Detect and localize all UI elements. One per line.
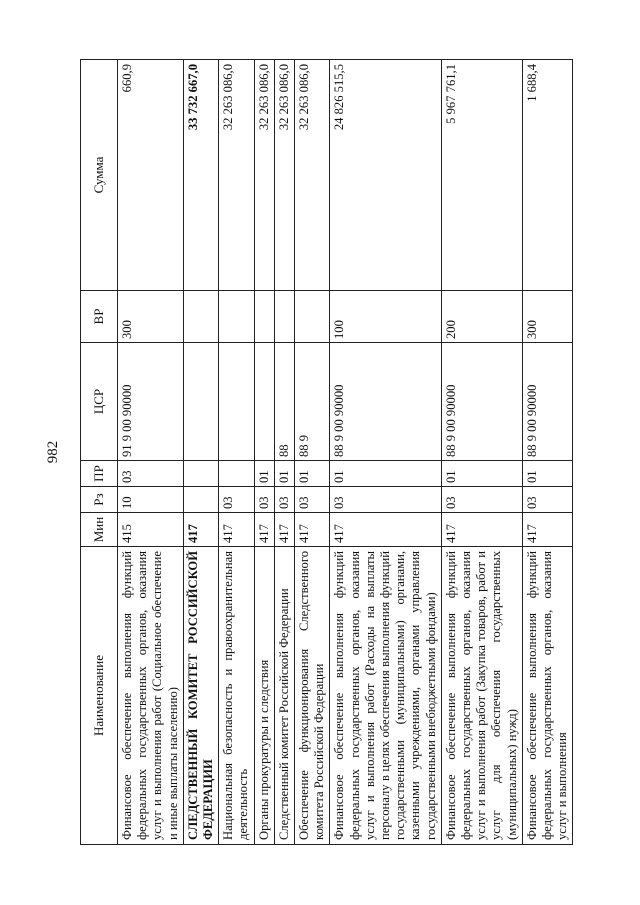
table-row (183, 60, 218, 845)
cell-sum: 32 263 086,0 (219, 60, 254, 291)
cell-vr: 300 (118, 291, 184, 343)
cell-vr (274, 291, 294, 343)
cell-pr (219, 461, 254, 487)
cell-sum: 32 263 086,0 (254, 60, 274, 291)
cell-rz: 03 (295, 487, 330, 513)
cell-min: 417 (330, 513, 441, 547)
cell-sum: 33 732 667,0 (183, 60, 218, 291)
cell-vr: 100 (330, 291, 441, 343)
table-row (295, 60, 330, 845)
cell-name: Следственный комитет Российской Федерации (274, 547, 294, 845)
cell-sum: 32 263 086,0 (274, 60, 294, 291)
table-row (254, 60, 274, 845)
cell-rz: 03 (330, 487, 441, 513)
table-row (118, 60, 184, 845)
cell-csr: 88 9 00 90000 (522, 343, 573, 461)
cell-name: СЛЕДСТВЕННЫЙ КОМИТЕТ РОССИЙСКОЙ ФЕДЕРАЦИИ (183, 547, 218, 845)
budget-table-container (80, 60, 600, 845)
header-pr: ПР (81, 461, 118, 487)
budget-table (80, 59, 573, 845)
cell-name: Обеспечение функционирования Следственного комитета Российской Федерации (295, 547, 330, 845)
table-row (330, 60, 441, 845)
cell-rz (183, 487, 218, 513)
cell-pr: 03 (118, 461, 184, 487)
cell-min: 417 (274, 513, 294, 547)
cell-rz: 03 (441, 487, 522, 513)
cell-sum: 660,9 (118, 60, 184, 291)
cell-csr (183, 343, 218, 461)
header-csr: ЦСР (81, 343, 118, 461)
cell-csr: 91 9 00 90000 (118, 343, 184, 461)
header-vr: ВР (81, 291, 118, 343)
cell-vr: 300 (522, 291, 573, 343)
cell-sum: 1 688,4 (522, 60, 573, 291)
header-sum: Сумма (81, 60, 118, 291)
cell-min: 417 (522, 513, 573, 547)
cell-rz: 03 (274, 487, 294, 513)
cell-pr: 01 (274, 461, 294, 487)
cell-vr (295, 291, 330, 343)
cell-min: 417 (441, 513, 522, 547)
cell-vr: 200 (441, 291, 522, 343)
cell-min: 417 (219, 513, 254, 547)
cell-pr (183, 461, 218, 487)
cell-rz: 03 (254, 487, 274, 513)
cell-csr: 88 9 (295, 343, 330, 461)
table-row (441, 60, 522, 845)
cell-name: Финансовое обеспечение выполнения функций федеральных государственных органов, оказания услуг и выполнения работ (Закупка товаров, работ и услуг для обеспечения государственных (муниципальных) нужд) (441, 547, 522, 845)
cell-vr (183, 291, 218, 343)
cell-sum: 5 967 761,1 (441, 60, 522, 291)
cell-rz: 03 (522, 487, 573, 513)
cell-rz: 03 (219, 487, 254, 513)
cell-min: 417 (183, 513, 218, 547)
table-row (522, 60, 573, 845)
cell-sum: 24 826 515,5 (330, 60, 441, 291)
cell-name: Финансовое обеспечение выполнения функций федеральных государственных органов, оказания услуг и выполнения (522, 547, 573, 845)
cell-pr: 01 (441, 461, 522, 487)
cell-min: 415 (118, 513, 184, 547)
header-min: Мин (81, 513, 118, 547)
cell-min: 417 (295, 513, 330, 547)
cell-rz: 10 (118, 487, 184, 513)
cell-csr: 88 9 00 90000 (441, 343, 522, 461)
cell-pr: 01 (522, 461, 573, 487)
cell-vr (219, 291, 254, 343)
header-name: Наименование (81, 547, 118, 845)
cell-csr: 88 9 00 90000 (330, 343, 441, 461)
cell-pr: 01 (295, 461, 330, 487)
cell-name: Финансовое обеспечение выполнения функций федеральных государственных органов, оказания услуг и выполнения работ (Расходы на выплаты персоналу в целях обеспечения выполнения функций государственными (муниципальными) органами, казенными учреждениями, органами управления государственными внебюджетными фондами) (330, 547, 441, 845)
cell-sum: 32 263 086,0 (295, 60, 330, 291)
cell-csr: 88 (274, 343, 294, 461)
table-row (274, 60, 294, 845)
table-row (219, 60, 254, 845)
cell-name: Финансовое обеспечение выполнения функций федеральных государственных органов, оказания услуг и выполнения работ (Социальное обеспечение и иные выплаты населению) (118, 547, 184, 845)
cell-name: Национальная безопасность и правоохранительная деятельность (219, 547, 254, 845)
cell-csr (254, 343, 274, 461)
page-number: 982 (45, 440, 61, 464)
table-header-row (81, 60, 118, 845)
cell-min: 417 (254, 513, 274, 547)
cell-csr (219, 343, 254, 461)
cell-vr (254, 291, 274, 343)
cell-pr: 01 (330, 461, 441, 487)
cell-name: Органы прокуратуры и следствия (254, 547, 274, 845)
cell-pr: 01 (254, 461, 274, 487)
header-rz: Рз (81, 487, 118, 513)
